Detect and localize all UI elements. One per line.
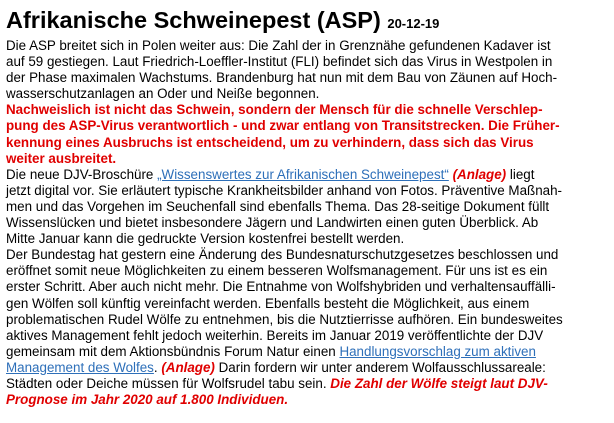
- text-fragment: gemeinsam mit dem Aktionsbündnis Forum Natur einen: [6, 343, 340, 359]
- highlight-line: weiter ausbreitet.: [6, 150, 117, 166]
- text-line: [6, 344, 610, 360]
- text-line: [6, 376, 610, 392]
- text-line: auf 59 gestiegen. Laut Friedrich-Loeffler-Institut (FLI) befindet sich das Virus in Westpolen in: [6, 54, 553, 70]
- headline: [6, 6, 610, 38]
- forecast-highlight: Prognose im Jahr 2020 auf 1.800 Individuen.: [6, 392, 289, 408]
- text-line: jetzt digital vor. Sie erläutert typische Krankheitsbilder anhand von Fotos. Präventive Maßnah-: [6, 182, 562, 198]
- text-line: erster Schritt. Aber auch nicht mehr. Die Entnahme von Wolfshybriden und verhaltensauffälli-: [6, 279, 556, 295]
- highlight-line: kennung eines Ausbruchs ist entscheidend, um zu verhindern, dass sich das Virus: [6, 134, 534, 150]
- date-label: 20-12-19: [387, 16, 440, 31]
- article-body: [6, 38, 610, 408]
- attachment-note: (Anlage): [161, 359, 215, 375]
- proposal-link[interactable]: Handlungsvorschlag zum aktiven: [339, 343, 536, 359]
- text-line: aktives Management fehlt jedoch weiterhin. Bereits im Januar 2019 veröffentlichte der DJV: [6, 327, 544, 343]
- text-line: Der Bundestag hat gestern eine Änderung des Bundesnaturschutzgesetzes beschlossen und: [6, 247, 559, 263]
- text-fragment: Städten oder Deiche müssen für Wolfsrudel tabu sein.: [6, 375, 331, 391]
- headline-text: Afrikanische Schweinepest (ASP): [6, 7, 381, 33]
- brochure-link[interactable]: „Wissenswertes zur Afrikanischen Schweinepest“: [157, 166, 449, 182]
- text-fragment: Darin fordern wir unter anderem Wolfausschlussareale:: [214, 359, 546, 375]
- text-line: men und das Vorgehen im Seuchenfall sind ebenfalls Thema. Das 28-seitige Dokument füllt: [6, 198, 550, 214]
- text-line: Mitte Januar kann die gedruckte Version kostenfrei bestellt werden.: [6, 231, 405, 247]
- text-line: wasserschutzanlagen an Oder und Neiße begonnen.: [6, 86, 320, 102]
- text-line: gen Wölfen soll künftig vereinfacht werden. Ebenfalls besteht die Möglichkeit, aus einem: [6, 295, 530, 311]
- forecast-highlight: Die Zahl der Wölfe steigt laut DJV-: [330, 375, 548, 391]
- attachment-note: (Anlage): [452, 166, 507, 182]
- text-line: eröffnet somit neue Möglichkeiten zu einem besseren Wolfsmanagement. Für uns ist es ein: [6, 263, 548, 279]
- highlight-line: Nachweislich ist nicht das Schwein, sondern der Mensch für die schnelle Verschlep-: [6, 102, 543, 118]
- text-line: Die ASP breitet sich in Polen weiter aus: Die Zahl der in Grenznähe gefundenen Kadaver ist: [6, 38, 551, 53]
- text-fragment: Die neue DJV-Broschüre: [6, 166, 158, 182]
- highlight-line: pung des ASP-Virus verantwortlich - und zwar entlang von Transitstrecken. Die Früher-: [6, 118, 560, 134]
- text-fragment: liegt: [509, 166, 535, 182]
- text-line: der Phase maximalen Wachstums. Brandenburg hat nun mit dem Bau von Zäunen auf Hoch-: [6, 70, 558, 86]
- proposal-link-continued[interactable]: Management des Wolfes: [6, 359, 154, 375]
- news-document: [6, 6, 610, 408]
- text-line: Wissenslücken und bietet insbesondere Jägern und Landwirten einen guten Überblick. Ab: [6, 215, 539, 231]
- text-line: [6, 167, 610, 183]
- text-fragment: .: [153, 359, 162, 375]
- text-line: problematischen Rudel Wölfe zu entnehmen, bis die Nutztierrisse aufhören. Ein bundesweites: [6, 311, 563, 327]
- text-line: [6, 360, 610, 376]
